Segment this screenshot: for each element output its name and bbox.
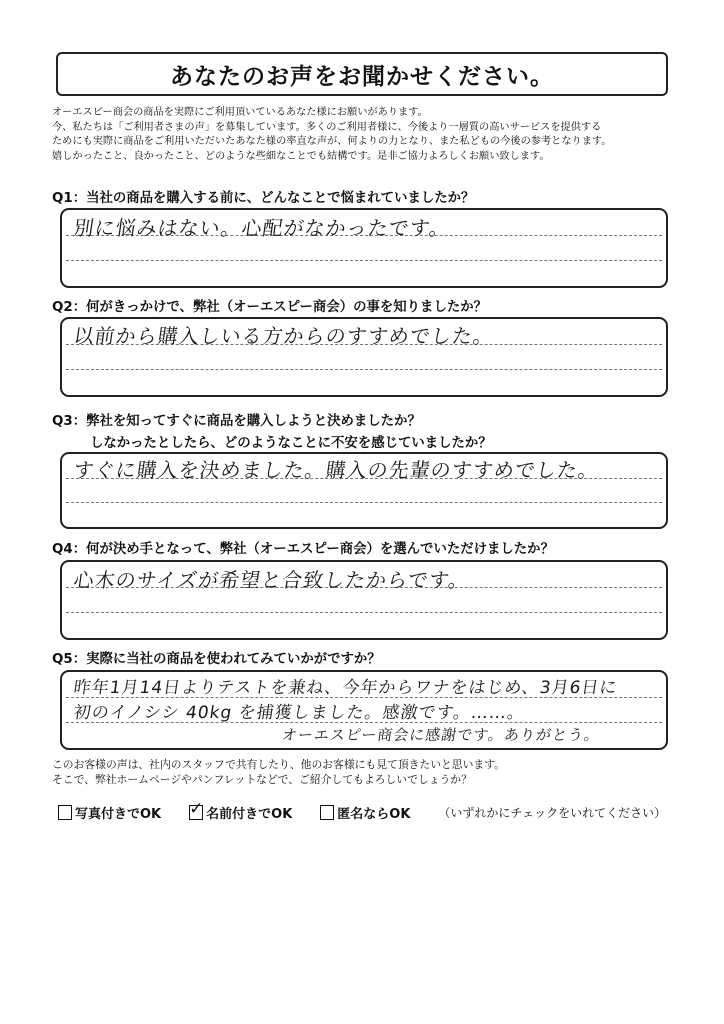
intro-text (52, 106, 682, 164)
question-4 (52, 538, 554, 557)
question-5 (52, 648, 381, 667)
intro-line: ためにも実際に商品をご利用いただいたあなた様の率直な声が、何よりの力となり、また私どもの今後の参考となります。 (52, 136, 612, 147)
checkbox-box[interactable] (58, 805, 72, 820)
question-label: Q2：何がきっかけで、弊社（オーエスピー商会）の事を知りましたか？ (52, 300, 488, 315)
question-1 (52, 187, 474, 206)
question-label: Q5：実際に当社の商品を使われてみていかがですか？ (52, 652, 381, 667)
checkbox-label: 匿名ならOK (337, 807, 411, 822)
page-title: あなたのお声をお聞かせください。 (170, 63, 554, 90)
answer-text: オーエスピー商会に感謝です。ありがとう。 (280, 726, 602, 744)
answer-box-1 (60, 208, 668, 288)
question-3 (52, 410, 492, 451)
checkbox-label: 名前付きでOK (206, 807, 293, 822)
answer-text: 心木のサイズが希望と合致したからです。 (72, 568, 472, 592)
checkbox-box[interactable] (189, 799, 204, 820)
note-line: このお客様の声は、社内のスタッフで共有したり、他のお客様にも見て頂きたいと思います。 (52, 758, 505, 771)
checkbox-box[interactable] (320, 805, 334, 820)
answer-box-4 (60, 560, 668, 640)
question-sublabel: しなかったとしたら、どのようなことに不安を感じていましたか？ (90, 436, 492, 451)
answer-text: 以前から購入しいる方からのすすめでした。 (72, 324, 496, 348)
title-box (56, 52, 668, 96)
question-label: Q3：弊社を知ってすぐに商品を購入しようと決めましたか？ (52, 414, 421, 429)
consent-checkboxes (58, 799, 667, 822)
checkbox-anonymous-ok[interactable] (320, 803, 410, 822)
answer-text: 初のイノシシ 40kg を捕獲しました。感激です。……。 (72, 703, 527, 723)
answer-box-2 (60, 317, 668, 397)
note-line: そこで、弊社ホームページやパンフレットなどで、ご紹介してもよろしいでしょうか？ (52, 773, 472, 786)
question-label: Q1：当社の商品を購入する前に、どんなことで悩まれていましたか？ (52, 191, 475, 206)
intro-line: 嬉しかったこと、良かったこと、どのような些細なことでも結構です。是非ご協力よろしくお願い致します。 (52, 150, 550, 162)
checkbox-photo-ok[interactable] (58, 803, 161, 822)
consent-note (52, 757, 505, 787)
check-mark-icon: ✓ (189, 799, 204, 819)
answer-text: 昨年1月14日よりテストを兼ね、今年からワナをはじめ、3月6日に (72, 678, 619, 698)
answer-text: すぐに購入を決めました。購入の先輩のすすめでした。 (72, 458, 601, 482)
intro-line: オーエスピー商会の商品を実際にご利用頂いているあなた様にお願いがあります。 (52, 107, 428, 118)
checkbox-label: 写真付きでOK (75, 807, 162, 822)
question-label: Q4：何が決め手となって、弊社（オーエスピー商会）を選んでいただけましたか？ (52, 542, 554, 557)
answer-box-3 (60, 452, 668, 529)
checkbox-hint: （いずれかにチェックをいれてください） (438, 806, 667, 820)
checkbox-name-ok[interactable] (189, 799, 293, 822)
question-2 (52, 296, 487, 315)
answer-text: 別に悩みはない。心配がなかったです。 (72, 216, 452, 240)
answer-box-5 (60, 670, 668, 750)
intro-line: 今、私たちは「ご利用者さまの声」を募集しています。多くのご利用者様に、今後より一層質の高いサービスを提供する (52, 121, 602, 133)
